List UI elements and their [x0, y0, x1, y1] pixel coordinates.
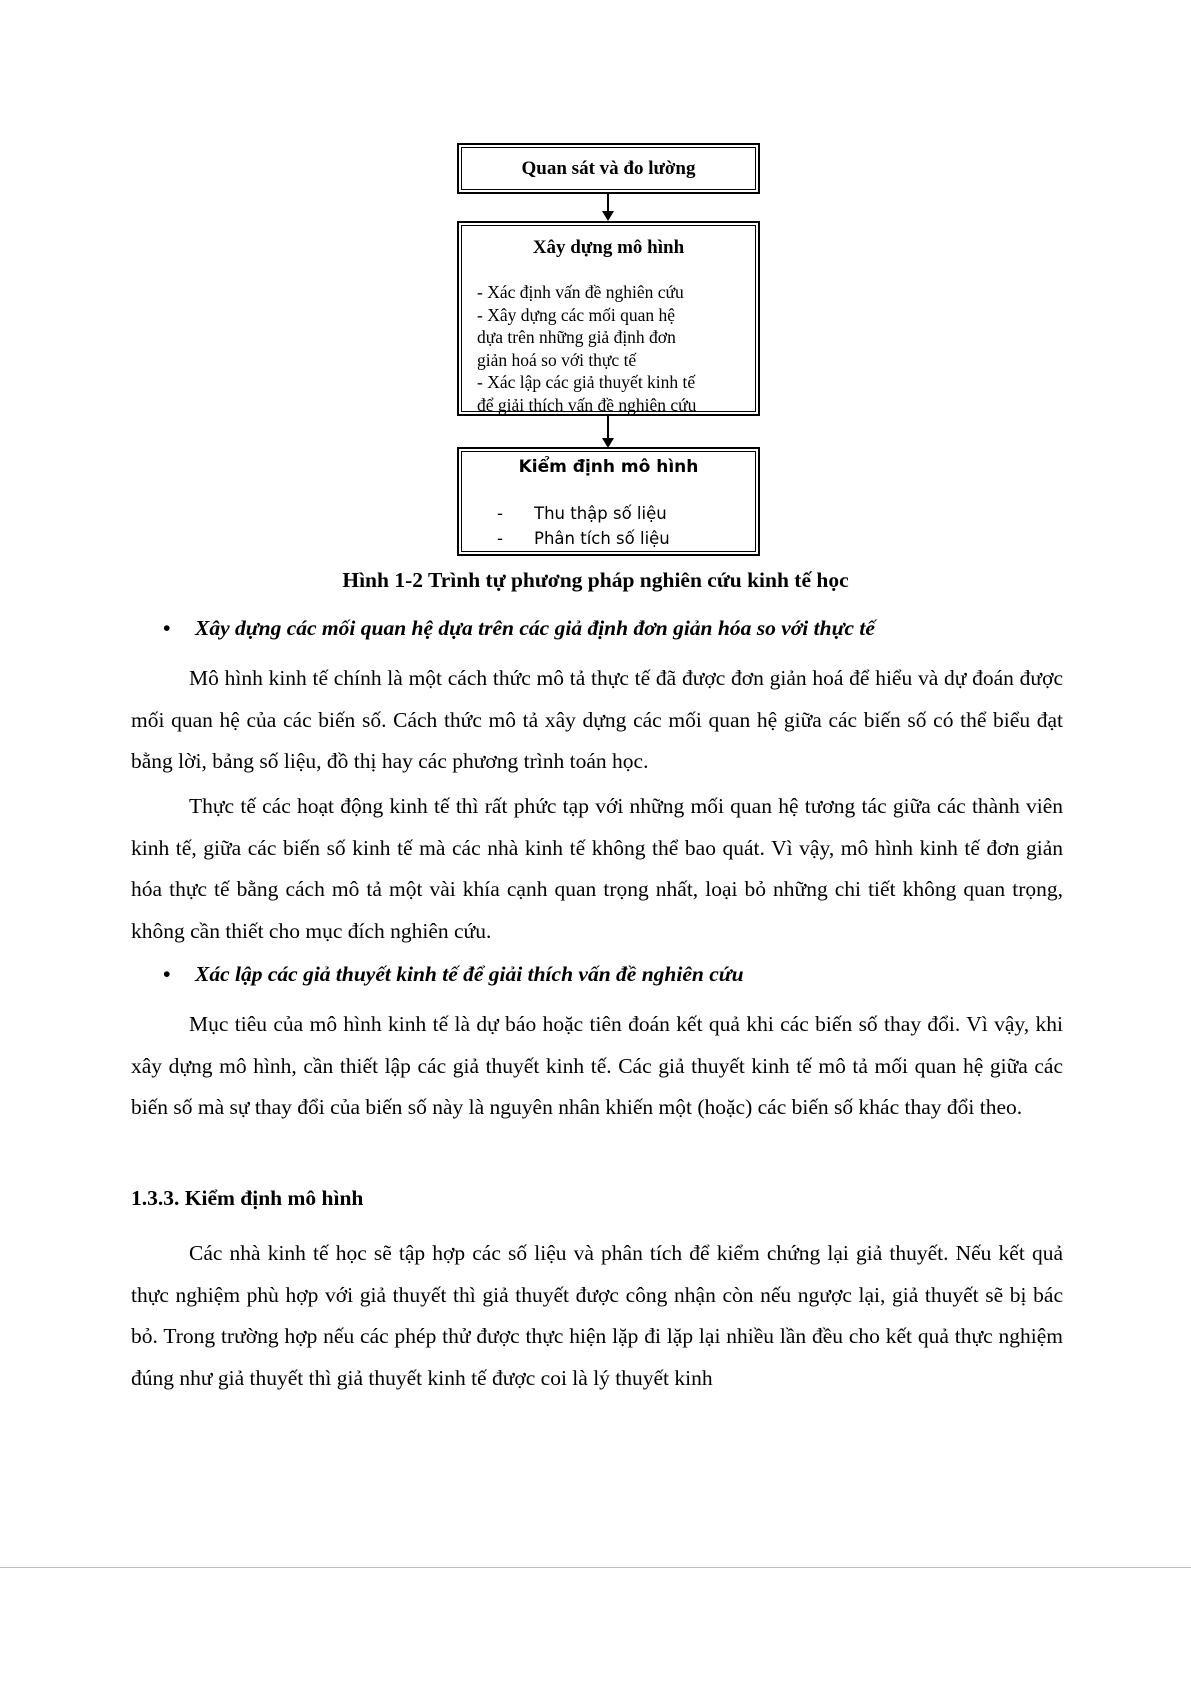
box-test-model-item-text: Thu thập số liệu	[534, 504, 667, 523]
page-divider	[0, 1567, 1191, 1568]
paragraph-1: Mô hình kinh tế chính là một cách thức mô tả thực tế đã được đơn giản hoá để hiểu và dự đoán được mối quan hệ của các biến số. Cách thức mô tả xây dựng các mối quan hệ giữa các biến số có thể biểu đạt bằng lời, bảng số liệu, đồ thị hay các phương trình toán học.	[131, 666, 1063, 773]
paragraph-4: Các nhà kinh tế học sẽ tập hợp các số liệu và phân tích để kiểm chứng lại giả thuyết. Nếu kết quả thực nghiệm phù hợp với giả thuyết thì giả thuyết được công nhận còn nếu ngược lại, giả thuyết sẽ bị bác bỏ. Trong trường hợp nếu các phép thử được thực hiện lặp đi lặp lại nhiều lần đều cho kết quả thực nghiệm đúng như giả thuyết thì giả thuyết kinh tế được coi là lý thuyết kinh	[131, 1241, 1063, 1390]
arrow-1-head	[602, 211, 614, 221]
list-dash: -	[497, 504, 503, 523]
box-test-model-item	[497, 501, 670, 526]
paragraph-3: Mục tiêu của mô hình kinh tế là dự báo hoặc tiên đoán kết quả khi các biến số thay đổi. Vì vậy, khi xây dựng mô hình, cần thiết lập các giả thuyết kinh tế. Các giả thuyết kinh tế mô tả mối quan hệ giữa các biến số mà sự thay đổi của biến số này là nguyên nhân khiến một (hoặc) các biến số khác thay đổi theo.	[131, 1012, 1063, 1119]
box-observe-title: Quan sát và đo lường	[521, 158, 696, 179]
list-dash: -	[497, 529, 503, 548]
figure-caption: Hình 1-2 Trình tự phương pháp nghiên cứu kinh tế học	[342, 568, 849, 592]
box-build-model-line: - Xác định vấn đề nghiên cứu	[477, 282, 684, 302]
box-build-model-line: - Xác lập các giả thuyết kinh tế	[477, 372, 696, 392]
paragraph-2: Thực tế các hoạt động kinh tế thì rất phức tạp với những mối quan hệ tương tác giữa các thành viên kinh tế, giữa các biến số kinh tế mà các nhà kinh tế không thể bao quát. Vì vậy, mô hình kinh tế đơn giản hóa thực tế bằng cách mô tả một vài khía cạnh quan trọng nhất, loại bỏ những chi tiết không quan trọng, không cần thiết cho mục đích nghiên cứu.	[131, 794, 1063, 943]
bullet-heading-1	[163, 616, 875, 641]
bullet-heading-1-text: Xây dựng các mối quan hệ dựa trên các giả định đơn giản hóa so với thực tế	[195, 616, 875, 640]
box-build-model-title: Xây dựng mô hình	[532, 237, 685, 258]
bullet-heading-2-text: Xác lập các giả thuyết kinh tế để giải thích vấn đề nghiên cứu	[195, 962, 744, 986]
box-test-model-list	[497, 501, 670, 551]
bullet-dot: •	[163, 616, 171, 640]
box-build-model-line: giản hoá so với thực tế	[477, 349, 637, 370]
box-test-model-item	[497, 526, 670, 551]
bullet-dot: •	[163, 962, 171, 986]
section-heading: 1.3.3. Kiểm định mô hình	[131, 1186, 364, 1210]
flowchart-box-observe	[457, 143, 760, 194]
box-build-model-line: dựa trên những giả định đơn	[477, 327, 676, 347]
bullet-heading-2	[163, 962, 744, 987]
flowchart-box-test-model	[457, 447, 760, 556]
box-build-model-line: để giải thích vấn đề nghiên cứu	[477, 394, 697, 415]
box-test-model-title: Kiểm định mô hình	[518, 457, 699, 477]
box-build-model-line: - Xây dựng các mối quan hệ	[477, 304, 676, 325]
arrow-2-line	[607, 416, 609, 440]
box-test-model-item-text: Phân tích số liệu	[534, 529, 670, 548]
flowchart-box-build-model	[457, 221, 760, 416]
box-build-model-list	[477, 281, 749, 416]
